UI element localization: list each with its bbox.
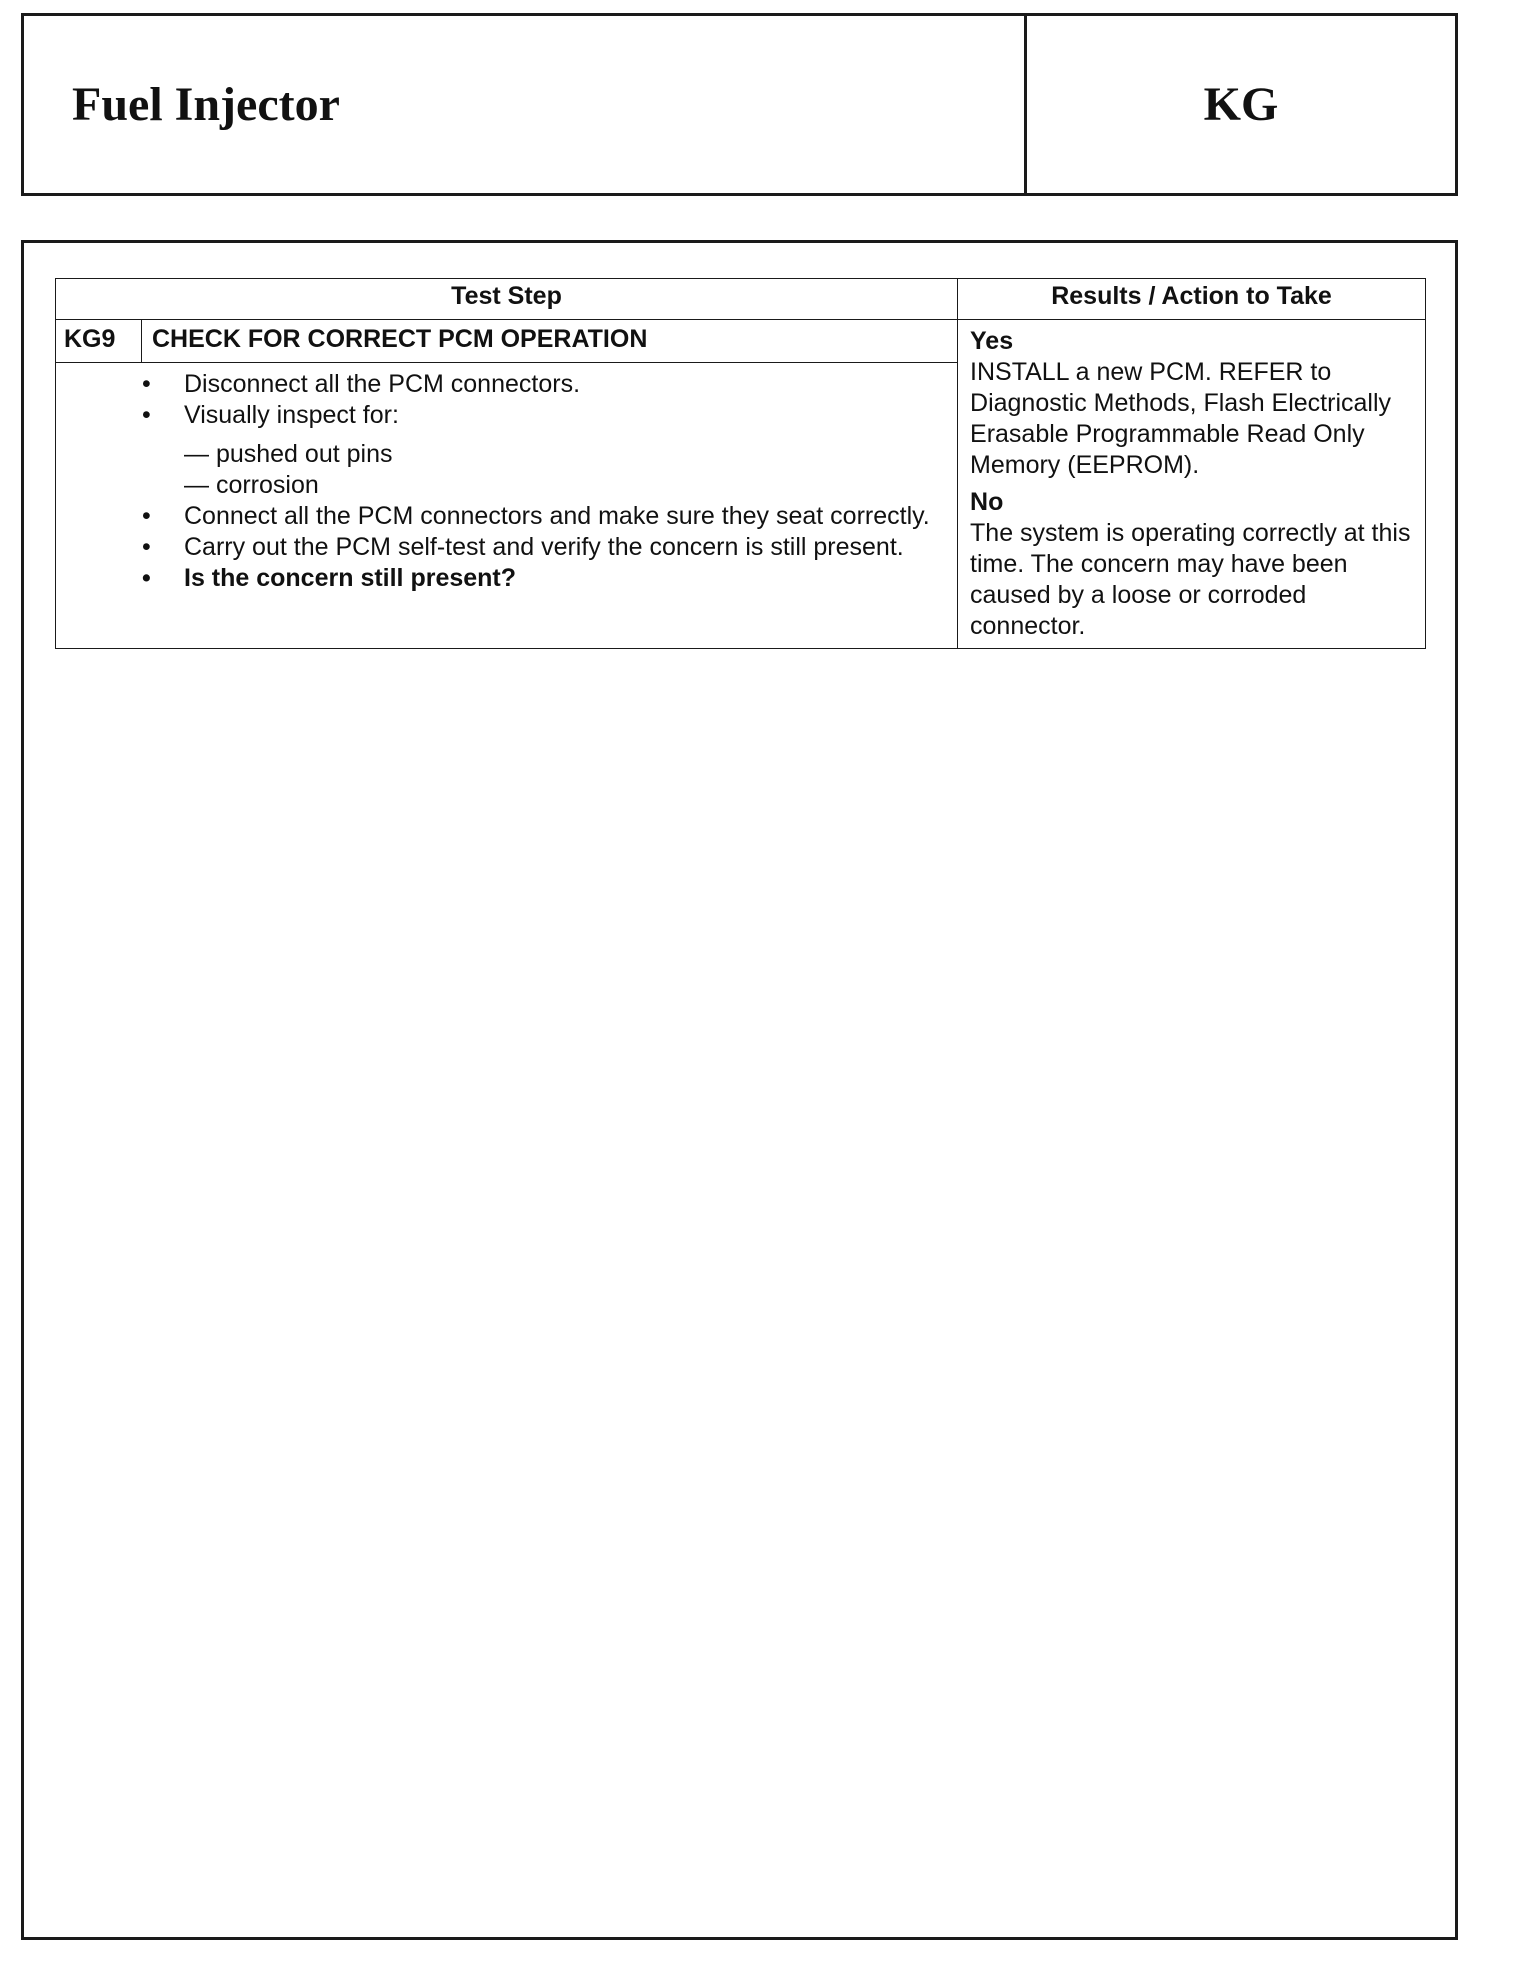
results-cell	[958, 320, 1426, 649]
action-item: • Carry out the PCM self-test and verify the concern is still present.	[142, 532, 947, 563]
step-title-row	[56, 320, 1426, 363]
no-label: No	[970, 488, 1004, 516]
action-list	[56, 369, 947, 594]
table-header-row	[56, 279, 1426, 320]
action-item: • Disconnect all the PCM connectors.	[142, 369, 947, 400]
page-header	[21, 13, 1458, 196]
action-question: • Is the concern still present?	[142, 563, 947, 594]
yes-action: INSTALL a new PCM. REFER to Diagnostic Methods, Flash Electrically Erasable Programmable Read Only Memory (EEPROM).	[970, 358, 1392, 479]
results-header: Results / Action to Take	[958, 279, 1426, 320]
action-item: • Connect all the PCM connectors and make sure they seat correctly.	[142, 501, 947, 532]
section-code: KG	[1203, 78, 1279, 131]
yes-label: Yes	[970, 327, 1014, 355]
no-action: The system is operating correctly at this time. The concern may have been caused by a loose or corroded connector.	[970, 519, 1411, 640]
sub-item: — corrosion	[184, 471, 319, 499]
content-frame	[21, 240, 1458, 1940]
step-title: CHECK FOR CORRECT PCM OPERATION	[142, 320, 958, 363]
page-title: Fuel Injector	[24, 16, 1027, 193]
action-item-label: Visually inspect for:	[184, 401, 399, 429]
test-step-header: Test Step	[56, 279, 958, 320]
inspect-sublist	[184, 439, 947, 501]
step-id: KG9	[56, 320, 142, 363]
step-actions-cell	[56, 363, 958, 649]
action-item-inspect	[142, 400, 947, 501]
sub-item: — pushed out pins	[184, 440, 393, 468]
test-step-table	[55, 278, 1426, 649]
